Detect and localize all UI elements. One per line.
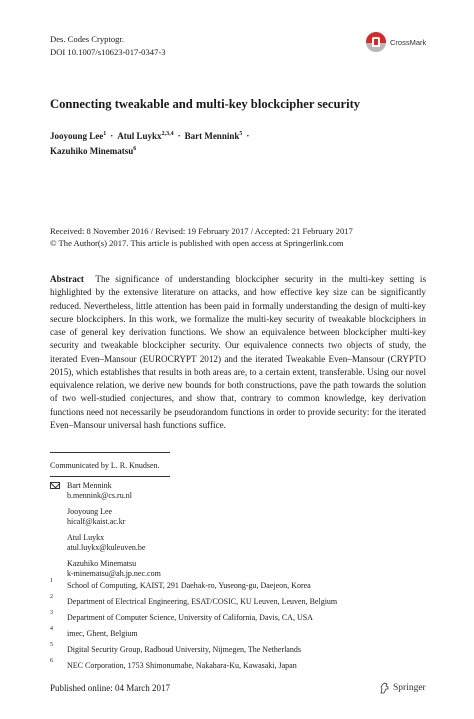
- author-separator: ·: [246, 131, 250, 141]
- contact-name: Bart Mennink: [67, 481, 112, 490]
- author-separator: ·: [110, 131, 114, 141]
- journal-header: [50, 33, 166, 58]
- affiliation-number: 4: [50, 626, 53, 632]
- author-name: Bart Mennink: [184, 131, 240, 141]
- footnote-divider: [50, 452, 170, 453]
- affiliation-number: 6: [50, 658, 53, 664]
- author-line-1: [50, 128, 253, 143]
- author-affil-ref: 5: [239, 131, 243, 137]
- affiliation-number: 3: [50, 610, 53, 616]
- article-history: [50, 225, 353, 249]
- springer-logo: [379, 682, 426, 694]
- doi[interactable]: DOI 10.1007/s10623-017-0347-3: [50, 46, 166, 57]
- author-name: Jooyoung Lee: [50, 131, 104, 141]
- affiliation-text: Digital Security Group, Radboud University, Nijmegen, The Netherlands: [67, 645, 301, 654]
- abstract: [50, 273, 426, 432]
- affiliation-text: Department of Computer Science, University of California, Davis, CA, USA: [67, 613, 313, 622]
- affiliation-text: School of Computing, KAIST, 291 Daehak-ro, Yuseong-gu, Daejeon, Korea: [67, 581, 311, 590]
- affiliation-text: NEC Corporation, 1753 Shimonumabe, Nakahara-Ku, Kawasaki, Japan: [67, 661, 297, 670]
- crossmark-badge[interactable]: [366, 31, 456, 53]
- contact-name: Jooyoung Lee: [67, 507, 113, 516]
- abstract-text: The significance of understanding blockcipher security in the multi-key setting is highlighted by the extensive literature on attacks, and how effective key size can be significantly reduced. Nevertheless, little attention has been paid in formally understanding the design of multi-key secure blockciphers. In this work, we formalize the multi-key security of tweakable blockciphers in case of general key derivation functions. We show an equivalence between blockcipher multi-key security and tweakable blockcipher security. Our equivalence connects two objects of study, the iterated Even–Mansour (EUROCRYPT 2012) and the iterated Tweakable Even–Mansour (CRYPTO 2015), which establishes that results in both areas are, to a certain extent, transferable. Using our novel equivalence relation, we derive new bounds for both constructions, pave the path towards the solution of two well-studied conjectures, and show that, contrary to common knowledge, key derivation functions need not necessarily be pseudorandom functions in order to provide security: for the iterated Even–Mansour universal hash functions suffice.: [50, 274, 427, 430]
- envelope-icon: [50, 482, 60, 489]
- author-affil-ref: 1: [103, 131, 107, 137]
- affiliation-number: 5: [50, 642, 53, 648]
- author-affil-ref: 2,3,4: [161, 131, 174, 137]
- history-dates: Received: 8 November 2016 / Revised: 19 February 2017 / Accepted: 21 February 2017: [50, 226, 353, 236]
- affiliation-text: imec, Ghent, Belgium: [67, 629, 138, 638]
- springer-wordmark: Springer: [393, 683, 426, 693]
- contact-email[interactable]: atul.luykx@kuleuven.be: [67, 543, 146, 552]
- author-name: Kazuhiko Minematsu: [50, 146, 134, 156]
- communicated-by: Communicated by L. R. Knudsen.: [50, 461, 160, 470]
- author-separator: ·: [177, 131, 181, 141]
- published-online: Published online: 04 March 2017: [50, 683, 170, 693]
- copyright-notice: © The Author(s) 2017. This article is published with open access at Springerlink.com: [50, 238, 344, 248]
- author-affil-ref: 6: [133, 146, 137, 152]
- affiliation-number: 2: [50, 594, 53, 600]
- contact-name: Atul Luykx: [67, 533, 105, 542]
- contact-name: Kazuhiko Minematsu: [67, 559, 137, 568]
- springer-horse-icon: [379, 682, 390, 694]
- crossmark-icon: [366, 32, 386, 52]
- contact-email[interactable]: hicalf@kaist.ac.kr: [67, 517, 126, 526]
- paper-title: Connecting tweakable and multi-key blockcipher security: [50, 97, 361, 111]
- affiliation-number: 1: [50, 578, 53, 584]
- crossmark-label: CrossMark: [390, 37, 427, 47]
- author-list: [50, 128, 253, 158]
- abstract-label: Abstract: [50, 274, 84, 284]
- author-name: Atul Luykx: [117, 131, 162, 141]
- contact-divider: [50, 476, 170, 477]
- contact-email[interactable]: b.mennink@cs.ru.nl: [67, 491, 132, 500]
- journal-name: Des. Codes Cryptogr.: [50, 34, 124, 44]
- author-line-2: [50, 143, 253, 158]
- contact-email[interactable]: k-minematsu@ah.jp.nec.com: [67, 569, 161, 578]
- affiliation-text: Department of Electrical Engineering, ESAT/COSIC, KU Leuven, Leuven, Belgium: [67, 597, 338, 606]
